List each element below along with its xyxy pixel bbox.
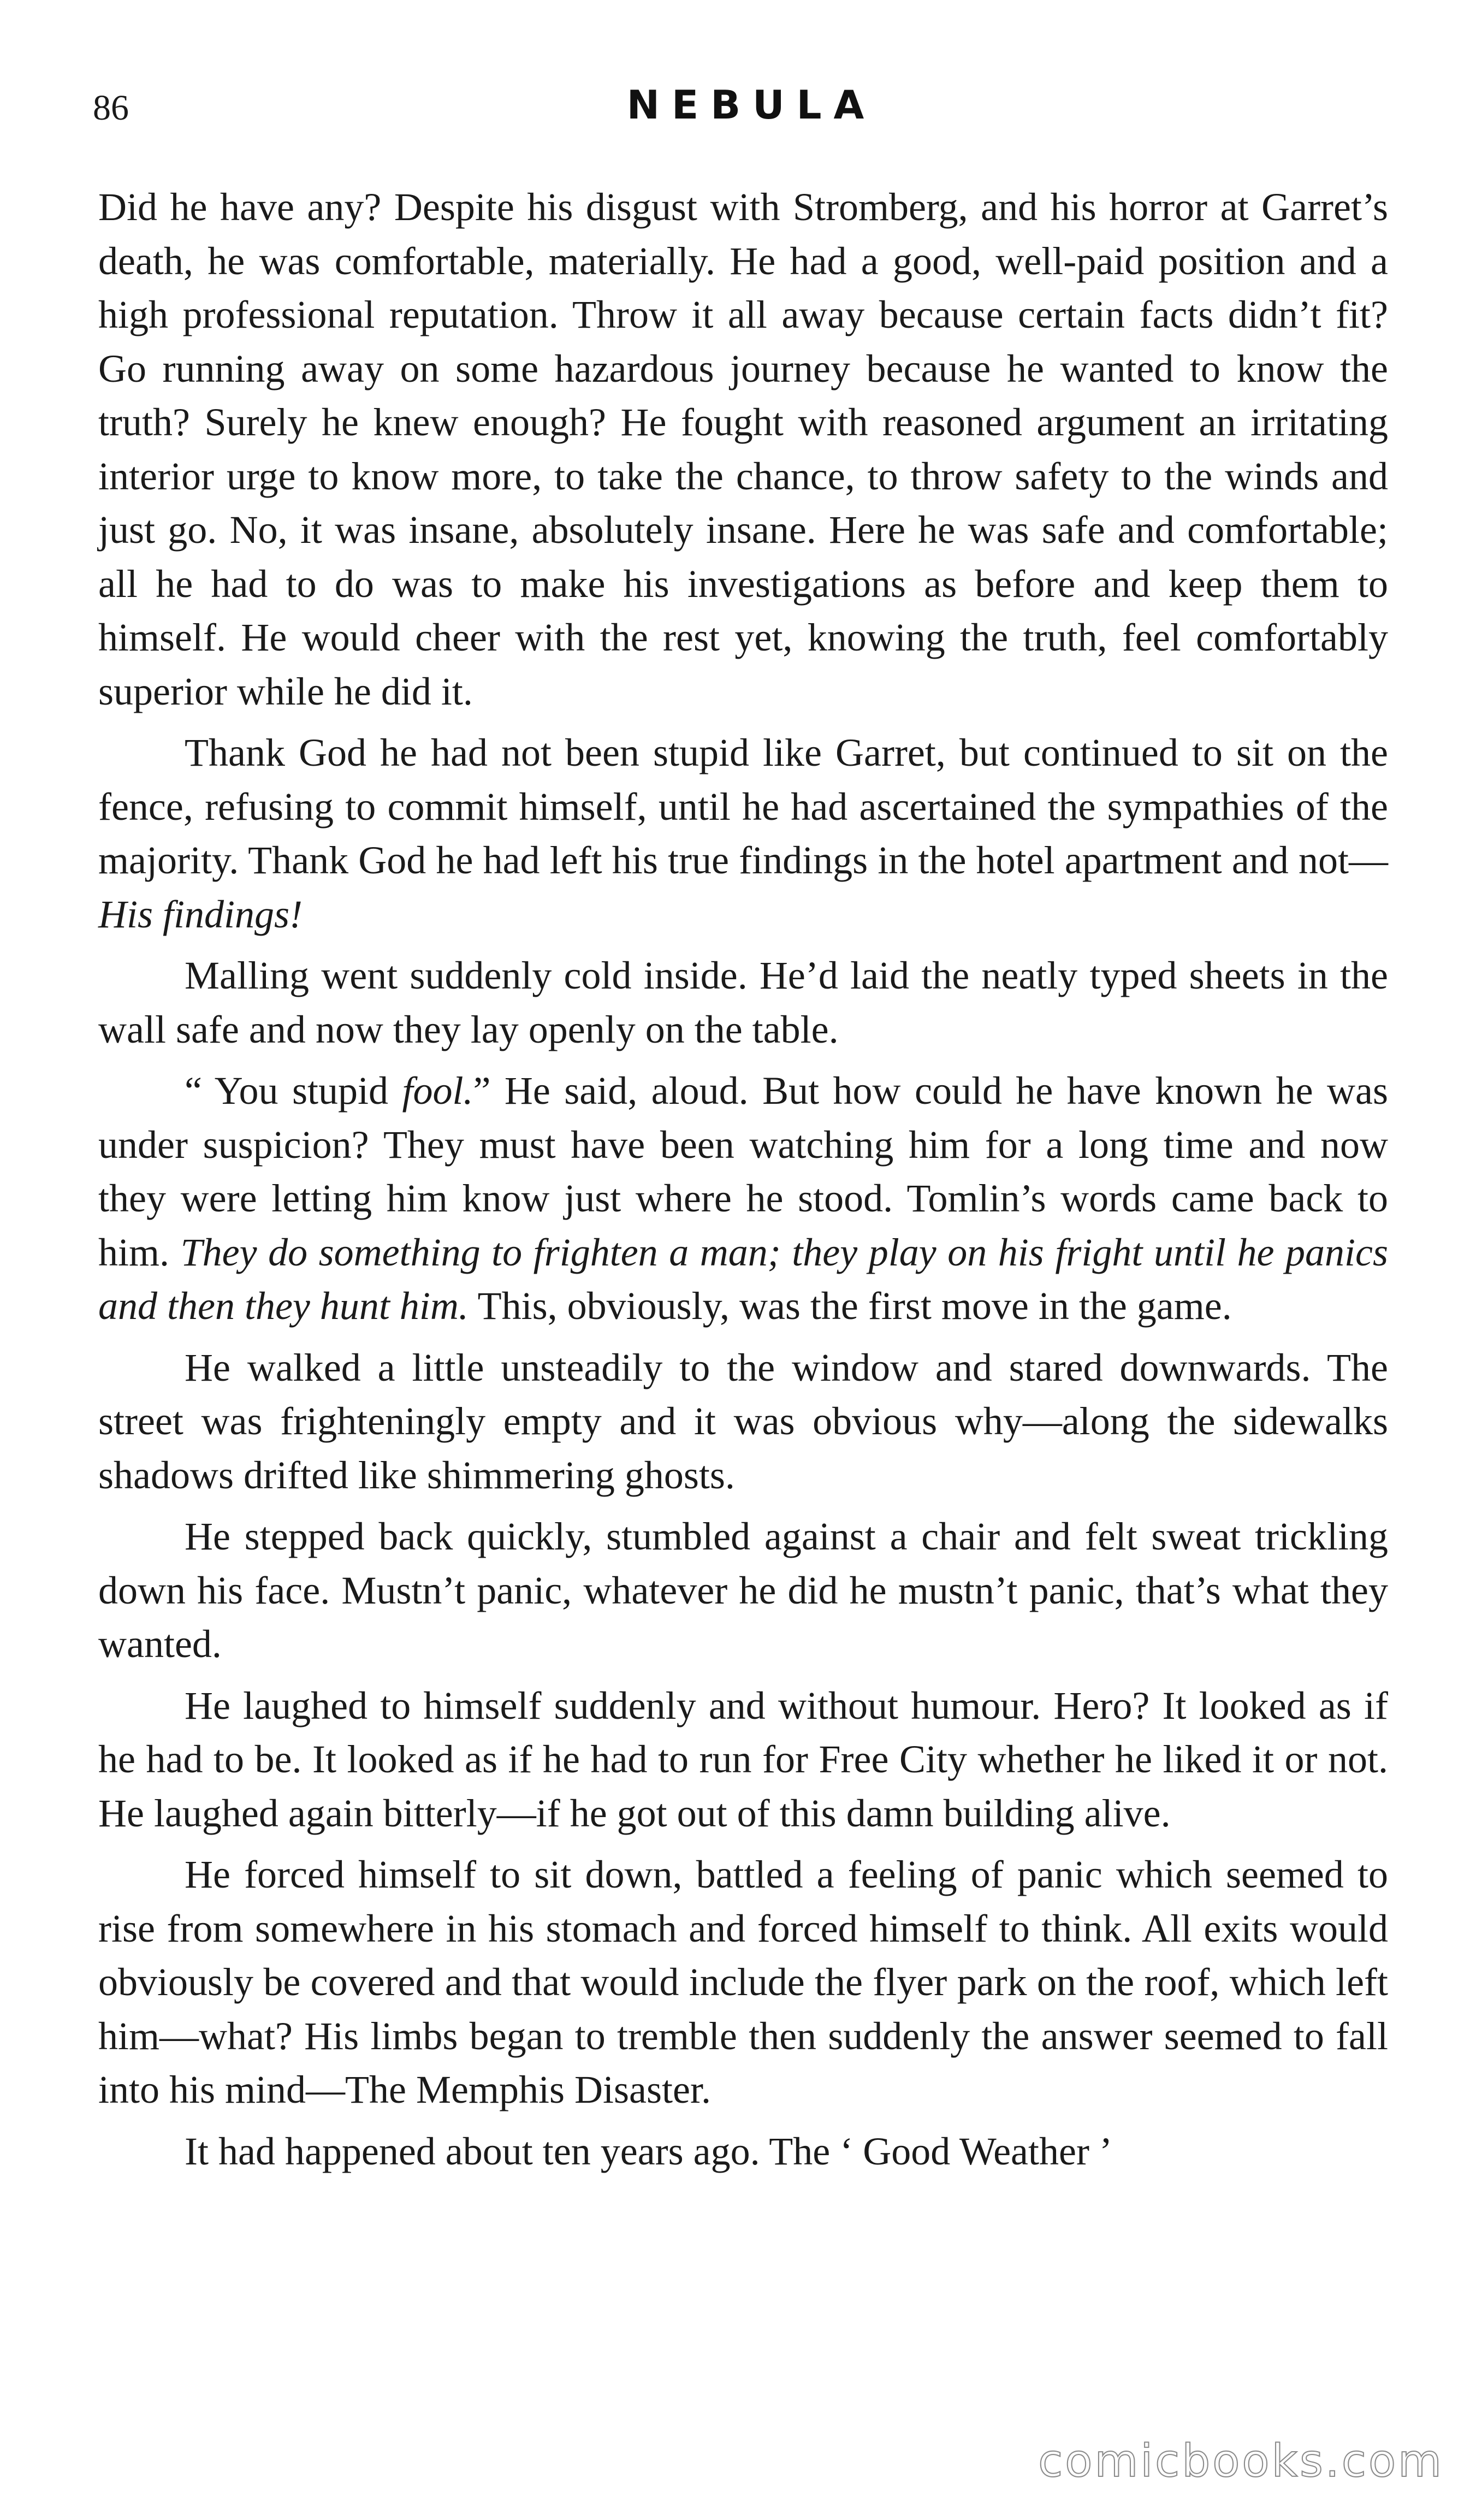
text-segment: It had happened about ten years ago. The ‘ Good Weather ’: [185, 2129, 1112, 2173]
text-segment: He forced himself to sit down, battled a feeling of panic which seemed to rise from somewhere in his stomach and forced himself to think. All exits would obviously be covered and that would include the flyer park on the roof, which left him—what? His limbs began to tremble then suddenly the answer seemed to fall into his mind—The Memphis Disaster.: [98, 1853, 1388, 2111]
text-segment: He stepped back quickly, stumbled against a chair and felt sweat trickling down his face. Mustn’t panic, whatever he did he mustn’t panic, that’s what they wanted.: [98, 1515, 1388, 1666]
text-segment: ” He said, aloud. But how could he have known he was under suspicion? They must have been watching him for a long time and now they were letting him know just where he stood. Tomlin’s words came back to him.: [98, 1069, 1388, 1274]
text-segment: He walked a little unsteadily to the window and stared downwards. The street was frighteningly empty and it was obvious why—along the sidewalks shadows drifted like shimmering ghosts.: [98, 1345, 1388, 1497]
body-text: [98, 180, 1388, 2186]
watermark: comicbooks.com: [1038, 2435, 1444, 2487]
paragraph-p7: [98, 1679, 1388, 1841]
text-segment: Did he have any? Despite his disgust with Stromberg, and his horror at Garret’s death, he was comfortable, materially. He had a good, well-paid position and a high professional reputation. Throw it all away because certain facts didn’t fit? Go running away on some hazardous journey because he wanted to know the truth? Surely he knew enough? He fought with reasoned argument an irritating interior urge to know more, to take the chance, to throw safety to the winds and just go. No, it was insane, absolutely insane. Here he was safe and comfortable; all he had to do was to make his investigations as before and keep them to himself. He would cheer with the rest yet, knowing the truth, feel comfortably superior while he did it.: [98, 185, 1388, 713]
paragraph-p2: [98, 726, 1388, 941]
paragraph-p1: [98, 180, 1388, 718]
page-header: [93, 82, 1398, 147]
paragraph-p3: [98, 949, 1388, 1056]
italic-text: His findings!: [98, 892, 303, 936]
paragraph-p9: [98, 2125, 1388, 2179]
paragraph-p6: [98, 1510, 1388, 1671]
paragraph-p8: [98, 1848, 1388, 2117]
paragraph-p5: [98, 1341, 1388, 1502]
paragraph-p4: [98, 1064, 1388, 1333]
text-segment: He laughed to himself suddenly and without humour. Hero? It looked as if he had to be. It looked as if he had to run for Free City whether he liked it or not. He laughed again bitterly—if he got out of this damn building alive.: [98, 1683, 1388, 1835]
text-segment: This, obviously, was the first move in the game.: [468, 1284, 1232, 1328]
text-segment: “ You stupid: [185, 1069, 402, 1113]
running-head: NEBULA: [626, 82, 876, 128]
italic-text: They do something to frighten a man; they play on his fright until he panics and then they hunt him.: [98, 1230, 1388, 1328]
italic-text: fool.: [402, 1069, 473, 1113]
text-segment: Thank God he had not been stupid like Garret, but continued to sit on the fence, refusing to commit himself, until he had ascertained the sympathies of the majority. Thank God he had left his true findings in the hotel apartment and not—: [98, 731, 1388, 882]
page-number: 86: [93, 88, 129, 128]
text-segment: Malling went suddenly cold inside. He’d laid the neatly typed sheets in the wall safe and now they lay openly on the table.: [98, 954, 1388, 1051]
